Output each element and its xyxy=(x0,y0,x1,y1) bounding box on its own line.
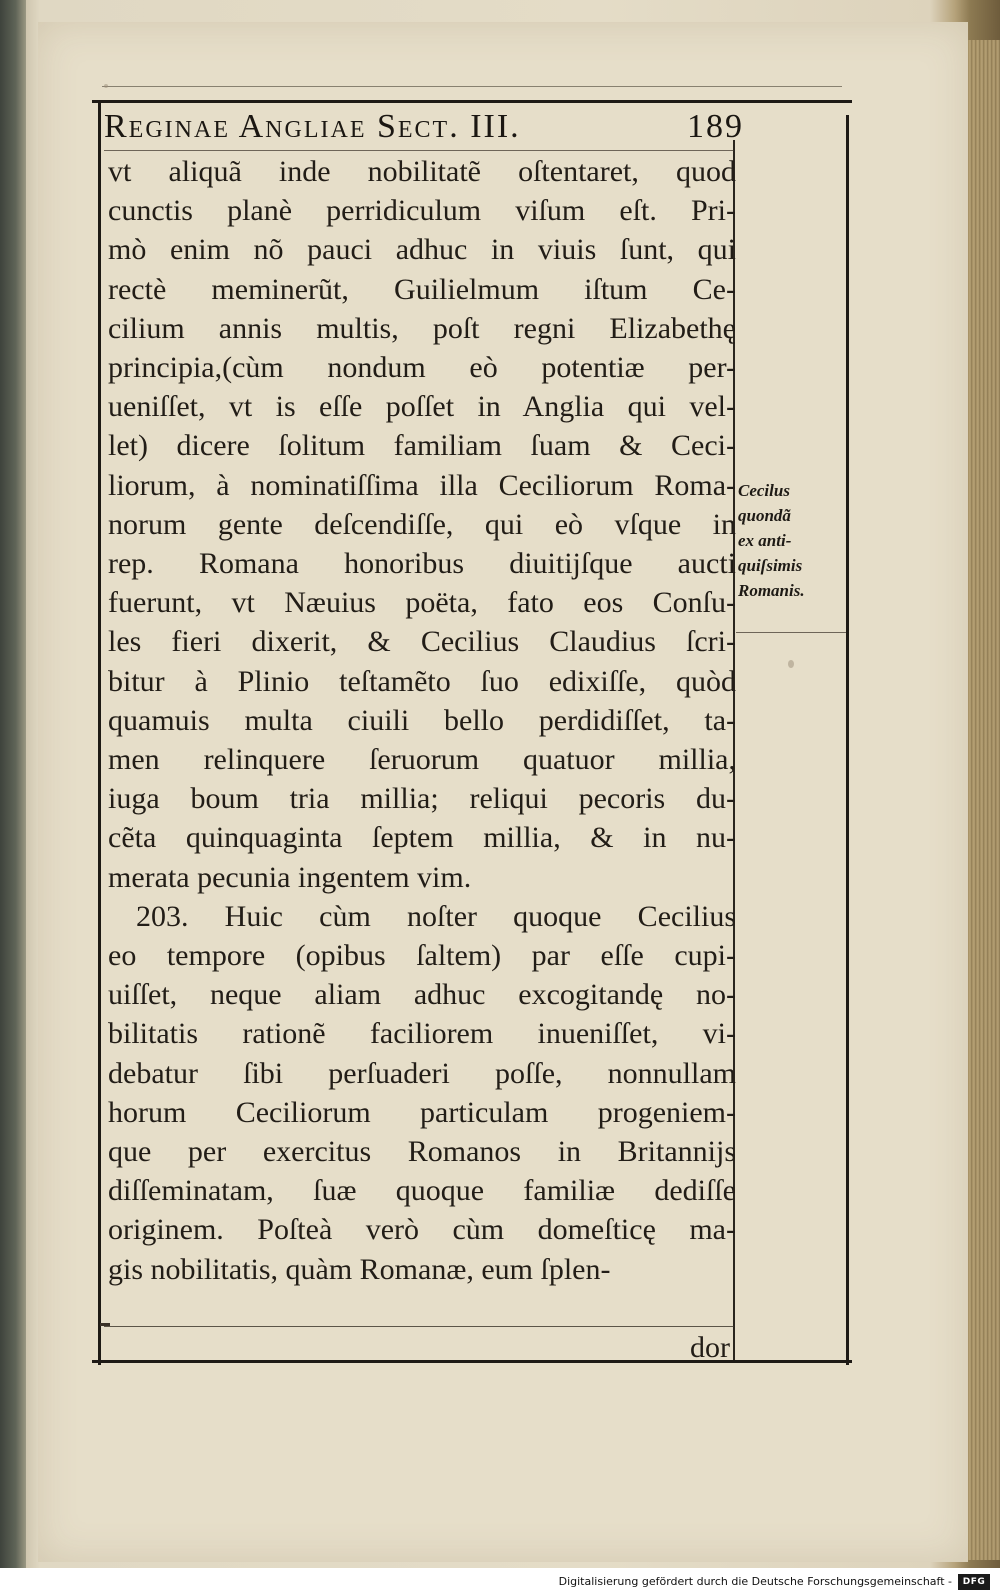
page-mark xyxy=(100,1323,110,1326)
body-text-column xyxy=(108,152,736,1289)
margin-note-rule xyxy=(736,632,846,633)
text-line: men relinquere ſeruorum quatuor millia, xyxy=(108,743,736,777)
book-spine-shadow xyxy=(0,0,26,1568)
text-line: que per exercitus Romanos in Britannijs xyxy=(108,1135,736,1169)
text-line: originem. Poſteà verò cùm domeſticę ma- xyxy=(108,1213,736,1247)
marginal-note xyxy=(738,478,848,603)
top-faint-rule xyxy=(102,86,842,87)
text-line: merata pecunia ingentem vim. xyxy=(108,860,472,894)
page-number: 189 xyxy=(687,108,744,145)
marginal-note-line: quiſsimis xyxy=(738,556,803,575)
running-title: Reginae Angliae Sect. III. xyxy=(104,108,521,145)
top-frame-rule xyxy=(92,100,852,103)
funding-credit: Digitalisierung gefördert durch die Deutsche Forschungsgemeinschaft - xyxy=(558,1575,952,1588)
text-line: fuerunt, vt Næuius poëta, fato eos Conſu- xyxy=(108,586,736,620)
marginal-note-line: quondã xyxy=(738,506,791,525)
text-line: cunctis planè perridiculum viſum eſt. Pri- xyxy=(108,194,736,228)
marginal-note-line: Cecilus xyxy=(738,481,790,500)
text-line: bitur à Plinio teſtamẽto ſuo edixiſſe, quòd xyxy=(108,664,736,698)
text-line: horum Ceciliorum particulam progeniem- xyxy=(108,1095,736,1129)
text-line: quamuis multa ciuili bello perdidiſſet, ta- xyxy=(108,703,736,737)
text-line: bilitatis rationẽ faciliorem inueniſſet, vi- xyxy=(108,1017,736,1051)
text-line: rectè meminerũt, Guilielmum iſtum Ce- xyxy=(108,272,736,306)
text-line: cẽta quinquaginta ſeptem millia, & in nu- xyxy=(108,821,736,855)
paper-speck xyxy=(788,660,794,668)
bottom-frame-rule xyxy=(92,1360,852,1363)
text-line: debatur ſibi perſuaderi poſſe, nonnullam xyxy=(108,1056,736,1090)
running-header xyxy=(104,104,744,150)
text-line: mò enim nõ pauci adhuc in viuis ſunt, qui xyxy=(108,233,736,267)
text-line: principia,(cùm nondum eò potentiæ per- xyxy=(108,351,736,385)
text-line: cilium annis multis, poſt regni Elizabethę xyxy=(108,311,736,345)
marginal-note-line: ex anti- xyxy=(738,531,792,550)
text-line: diſſeminatam, ſuæ quoque familiæ dediſſe xyxy=(108,1174,736,1208)
right-frame-rule xyxy=(846,115,849,1365)
text-line: les fieri dixerit, & Cecilius Claudius ſcri- xyxy=(108,625,736,659)
text-line: let) dicere ſolitum familiam ſuam & Ceci- xyxy=(108,429,736,463)
left-frame-rule xyxy=(98,103,101,1365)
text-line: gis nobilitatis, quàm Romanæ, eum ſplen- xyxy=(108,1252,611,1286)
text-line: vt aliquã inde nobilitatẽ oſtentaret, quod xyxy=(108,155,736,188)
text-line: uiſſet, neque aliam adhuc excogitandę no- xyxy=(108,978,736,1012)
text-line: iuga boum tria millia; reliqui pecoris du- xyxy=(108,782,736,816)
text-line: 203. Huic cùm noſter quoque Cecilius xyxy=(136,899,736,933)
text-line: eo tempore (opibus ſaltem) par eſſe cupi- xyxy=(108,939,736,973)
text-line: liorum, à nominatiſſima illa Ceciliorum Roma- xyxy=(108,468,736,502)
text-line: norum gente deſcendiſſe, qui eò vſque in xyxy=(108,507,736,541)
paper-speck xyxy=(104,84,108,88)
page-fore-edge xyxy=(964,40,1000,1560)
digitization-footer xyxy=(0,1570,1000,1595)
text-line: rep. Romana honoribus diuitijſque aucti xyxy=(108,547,736,581)
text-bottom-rule xyxy=(104,1326,734,1327)
header-underline-rule xyxy=(104,150,734,151)
dfg-logo: DFG xyxy=(958,1574,990,1590)
marginal-note-line: Romanis. xyxy=(738,581,805,600)
text-line: ueniſſet, vt is eſſe poſſet in Anglia qui vel- xyxy=(108,390,736,424)
catchword: dor xyxy=(690,1331,730,1364)
